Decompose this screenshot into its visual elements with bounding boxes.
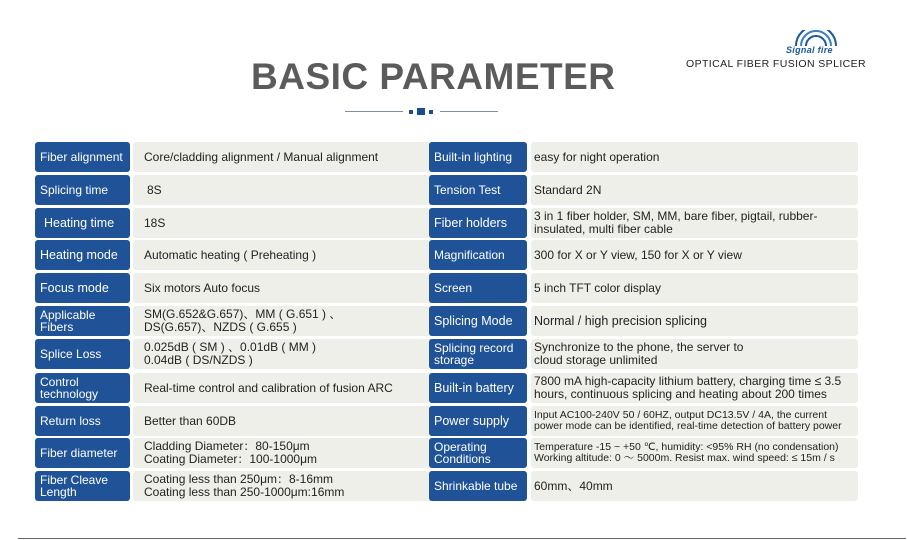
param-label: Fiber Cleave Length (35, 471, 130, 501)
param-label: Magnification (429, 240, 527, 270)
param-value: 8S (133, 175, 459, 205)
param-label: Splicing Mode (429, 306, 527, 336)
param-value: Standard 2N (531, 175, 858, 205)
param-label: Shrinkable tube (429, 471, 527, 501)
param-value: easy for night operation (531, 142, 858, 172)
param-value: SM(G.652&G.657)、MM ( G.651 ) 、 DS(G.657)、NZDS ( G.655 ) (133, 306, 459, 336)
param-value: Temperature -15 ~ +50 ℃, humidity: <95% RH (no condensation) Working altitude: 0 ～ 5000m. Resist max. wind speed: ≤ 15m / s (531, 438, 858, 468)
param-label: Heating time (35, 208, 130, 238)
param-value: Six motors Auto focus (133, 273, 459, 303)
param-value: Automatic heating ( Preheating ) (133, 240, 459, 270)
param-value: 300 for X or Y view, 150 for X or Y view (531, 240, 858, 270)
param-label: Fiber diameter (35, 438, 130, 468)
param-value: Coating less than 250μm：8-16mm Coating less than 250-1000μm:16mm (133, 471, 459, 501)
param-label: Tension Test (429, 175, 527, 205)
param-value: Cladding Diameter：80-150μm Coating Diameter：100-1000μm (133, 438, 459, 468)
param-label: Splicing time (35, 175, 130, 205)
param-label: Heating mode (35, 240, 130, 270)
param-value: Better than 60DB (133, 406, 459, 436)
footer-divider (18, 538, 906, 539)
title-divider-right (440, 111, 498, 112)
param-value: Synchronize to the phone, the server to cloud storage unlimited (531, 339, 858, 369)
param-value: Real-time control and calibration of fusion ARC (133, 373, 459, 403)
param-label: Focus mode (35, 273, 130, 303)
param-label: Built-in battery (429, 373, 527, 403)
param-value: 5 inch TFT color display (531, 273, 858, 303)
param-label: Fiber alignment (35, 142, 130, 172)
param-label: Power supply (429, 406, 527, 436)
page-title: BASIC PARAMETER (251, 56, 616, 97)
param-value: 7800 mA high-capacity lithium battery, charging time ≤ 3.5 hours, continuous splicing and heating about 200 times (531, 373, 858, 403)
param-label: Control technology (35, 373, 130, 403)
param-value: 60mm、40mm (531, 471, 858, 501)
param-label: Return loss (35, 406, 130, 436)
param-label: Screen (429, 273, 527, 303)
param-label: Applicable Fibers (35, 306, 130, 336)
param-label: Operating Conditions (429, 438, 527, 468)
param-value: 0.025dB ( SM ) 、0.01dB ( MM ) 0.04dB ( DS/NZDS ) (133, 339, 459, 369)
title-divider-ornament (409, 108, 435, 116)
param-value: 3 in 1 fiber holder, SM, MM, bare fiber, pigtail, rubber-insulated, multi fiber cable (531, 208, 858, 238)
page-subtitle: OPTICAL FIBER FUSION SPLICER (686, 58, 867, 70)
param-label: Splice Loss (35, 339, 130, 369)
param-value: Core/cladding alignment / Manual alignment (133, 142, 459, 172)
title-divider-left (345, 111, 403, 112)
param-value: Normal / high precision splicing (531, 306, 858, 336)
param-label: Splicing record storage (429, 339, 527, 369)
param-value: Input AC100-240V 50 / 60HZ, output DC13.5V / 4A, the current power mode can be identified, real-time detection of battery power (531, 406, 858, 436)
param-label: Fiber holders (429, 208, 527, 238)
param-value: 18S (133, 208, 459, 238)
brand-name: Signal fire (786, 45, 833, 55)
param-label: Built-in lighting (429, 142, 527, 172)
